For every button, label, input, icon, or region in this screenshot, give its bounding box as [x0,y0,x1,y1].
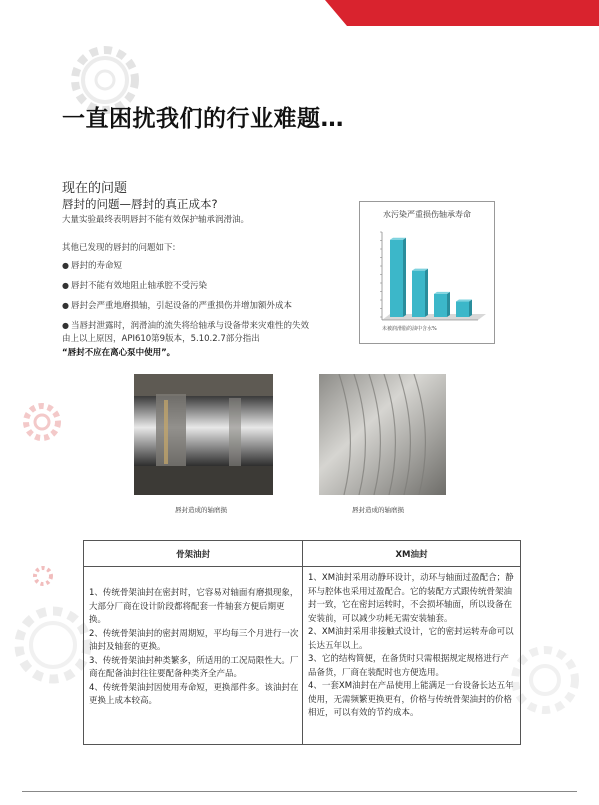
list-item: ● 唇封的寿命短 [62,261,122,271]
section-title: 现在的问题 [62,181,128,196]
bullet-icon: ● [62,281,69,290]
api610-quote: “唇封不应在离心泵中使用”。 [62,348,176,358]
list-item: ● 当唇封泄露时，润滑油的流失将给轴承与设备带来灾难性的失效 [62,321,309,331]
header-accent-band [347,0,599,26]
bullet-icon: ● [62,301,69,310]
chart-plot [360,222,494,342]
footer-rule [22,791,577,792]
left-photo-caption: 唇封造成的轴磨损 [175,506,227,514]
bullet-icon: ● [62,321,69,330]
shaft-wear-photo-right [319,374,446,495]
api610-note: 由上以上原因，API610第9版本，5.10.2.7部分指出 [62,334,260,344]
water-contamination-chart [359,201,495,344]
gear-icon [32,565,54,587]
right-photo-caption: 唇封造成的轴磨损 [352,506,404,514]
chart-bar [456,300,472,317]
table-row: 4、一套XM油封在产品使用上能满足一台设备长达五年使用，无需频繁更换更有，价格与传统骨架油封的价格相近，可以有效的节约成本。 [308,681,514,718]
table-row: 4、传统骨架油封因使用寿命短，更换部件多。该油封在更换上成本较高。 [89,682,299,706]
table-header-xm-seal: XM油封 [303,541,521,567]
chart-title: 水污染严重损伤轴承寿命 [383,210,471,219]
chart-bar [434,292,450,317]
table-header-lip-seal: 骨架油封 [84,541,303,567]
xm-seal-cell [303,567,521,745]
page-headline: 一直困扰我们的行业难题… [62,106,344,132]
table-row: 3、它的结构简便，在备货时只需根据规定规格进行产品备货，厂商在装配时也方便选用。 [308,654,509,678]
table-row: 2、XM油封采用非接触式设计，它的密封运转寿命可以长达五年以上。 [308,627,514,651]
table-row: 3、传统骨架油封种类繁多，所适用的工况局限性大。厂商在配备油封往往要配备种类齐全产品。 [89,655,299,679]
gear-icon [20,400,64,444]
table-row: 1、传统骨架油封在密封时，它容易对轴面有磨损现象，大部分厂商在设计阶段都将配套一件轴套方便后期更换。 [89,588,299,625]
lip-seal-cell [84,567,303,745]
section-lead: 大量实验最终表明唇封不能有效保护轴承润滑油。 [62,215,250,225]
list-item: ● 唇封不能有效地阻止轴承腔不受污染 [62,281,207,291]
table-row: 2、传统骨架油封的密封周期短，平均每三个月进行一次油封及轴套的更换。 [89,628,299,652]
shaft-wear-photo-left [134,374,273,495]
x-axis-label: 未被润滑脂的油中含水% [382,326,437,332]
list-item: ● 唇封会严重地磨损轴，引起设备的严重损伤并增加额外成本 [62,301,292,311]
section-subtitle: 唇封的问题—唇封的真正成本? [62,197,218,211]
chart-bar [390,238,406,317]
chart-bar [412,269,428,317]
problem-list [62,256,352,336]
table-row: 1、XM油封采用动静环设计，动环与轴面过盈配合；静环与腔体也采用过盈配合。它的装配方式跟传统骨架油封一致，它在密封运转时，不会损坏轴面，所以设备在安装前，可以减少功耗无需安装轴套。 [308,573,514,624]
seal-comparison-table [83,540,521,745]
bullet-icon: ● [62,261,69,270]
other-problems-heading: 其他已发现的唇封的问题如下: [62,243,176,253]
